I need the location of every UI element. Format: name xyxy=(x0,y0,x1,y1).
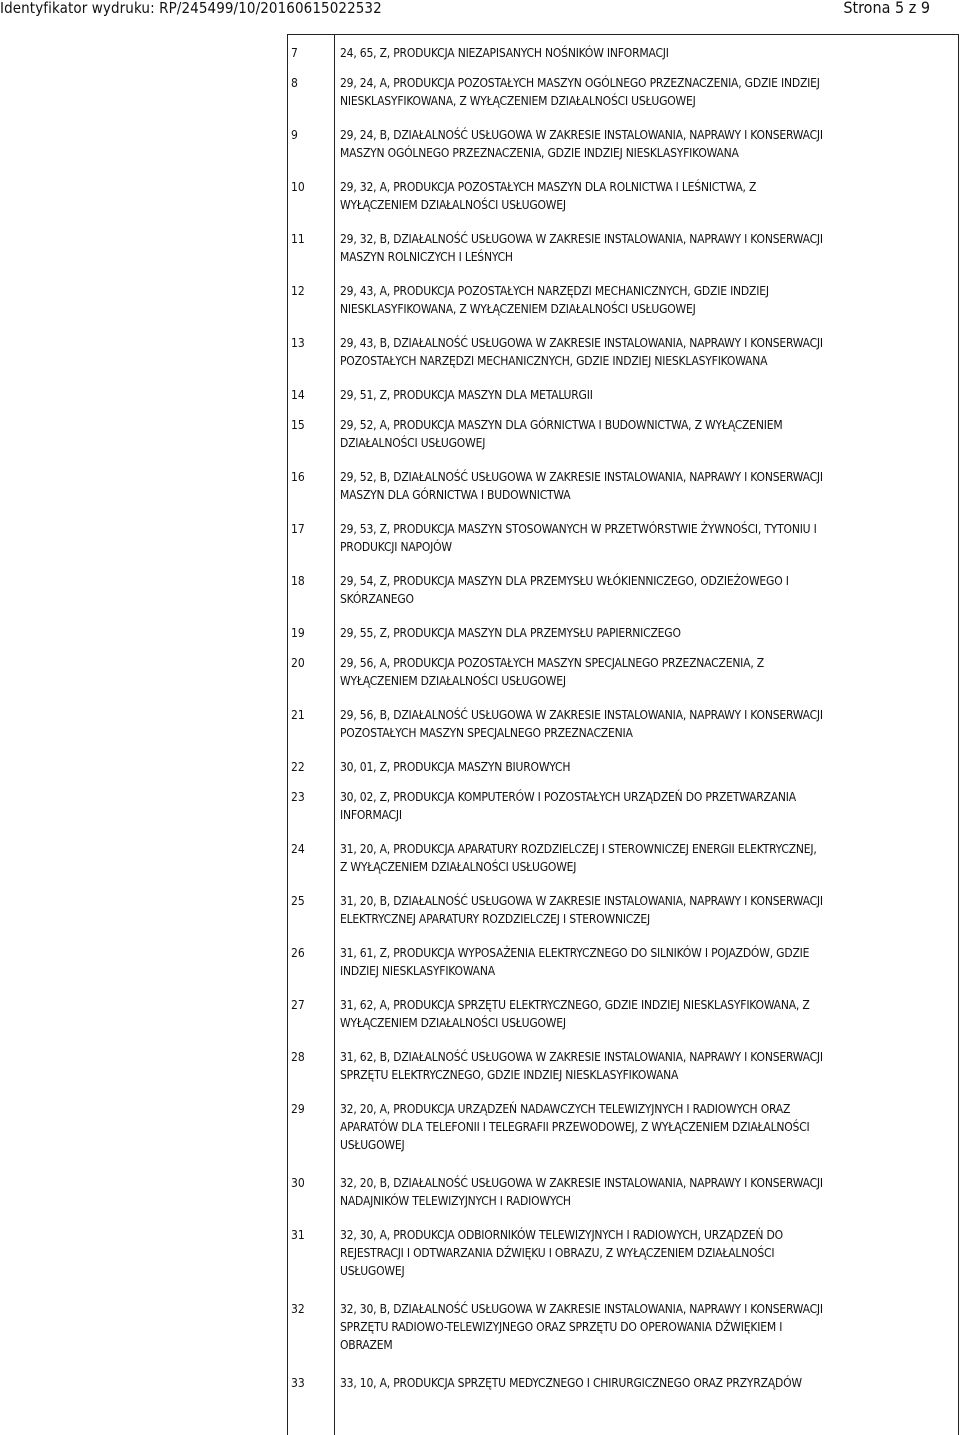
description-line: POZOSTAŁYCH MASZYN SPECJALNEGO PRZEZNACZENIA xyxy=(340,726,633,740)
row-description xyxy=(340,1217,952,1282)
description-line: MASZYN OGÓLNEGO PRZEZNACZENIA, GDZIE INDZIEJ NIESKLASYFIKOWANA xyxy=(340,146,739,160)
row-number: 26 xyxy=(291,946,305,960)
description-line: SPRZĘTU RADIOWO-TELEWIZYJNEGO ORAZ SPRZĘTU DO OPEROWANIA DŹWIĘKIEM I xyxy=(340,1320,783,1334)
table-row xyxy=(288,35,958,65)
description-line: 29, 56, B, DZIAŁALNOŚĆ USŁUGOWA W ZAKRESIE INSTALOWANIA, NAPRAWY I KONSERWACJI xyxy=(340,708,823,722)
table-row xyxy=(288,377,958,407)
row-description xyxy=(340,117,952,164)
row-number: 14 xyxy=(291,388,305,402)
description-line: 31, 61, Z, PRODUKCJA WYPOSAŻENIA ELEKTRYCZNEGO DO SILNIKÓW I POJAZDÓW, GDZIE xyxy=(340,946,810,960)
row-number: 15 xyxy=(291,418,305,432)
table-row xyxy=(288,935,958,987)
row-number: 11 xyxy=(291,232,305,246)
description-line: MASZYN DLA GÓRNICTWA I BUDOWNICTWA xyxy=(340,488,571,502)
description-line: APARATÓW DLA TELEFONII I TELEGRAFII PRZEWODOWEJ, Z WYŁĄCZENIEM DZIAŁALNOŚCI xyxy=(340,1120,810,1134)
table-row xyxy=(288,1165,958,1217)
row-description xyxy=(340,697,952,744)
description-line: ELEKTRYCZNEJ APARATURY ROZDZIELCZEJ I STEROWNICZEJ xyxy=(340,912,650,926)
description-line: MASZYN ROLNICZYCH I LEŚNYCH xyxy=(340,250,513,264)
table-row xyxy=(288,117,958,169)
description-line: WYŁĄCZENIEM DZIAŁALNOŚCI USŁUGOWEJ xyxy=(340,674,566,688)
row-description xyxy=(340,1365,952,1394)
description-line: PRODUKCJI NAPOJÓW xyxy=(340,540,452,554)
description-line: 29, 55, Z, PRODUKCJA MASZYN DLA PRZEMYSŁU PAPIERNICZEGO xyxy=(340,626,681,640)
row-number: 25 xyxy=(291,894,305,908)
row-number: 24 xyxy=(291,842,305,856)
table-row xyxy=(288,1365,958,1395)
row-number: 20 xyxy=(291,656,305,670)
description-line: USŁUGOWEJ xyxy=(340,1138,405,1152)
table-row xyxy=(288,1091,958,1165)
row-description xyxy=(340,221,952,268)
table-row xyxy=(288,645,958,697)
row-description xyxy=(340,325,952,372)
row-number: 12 xyxy=(291,284,305,298)
row-number: 23 xyxy=(291,790,305,804)
row-description xyxy=(340,377,952,406)
row-description xyxy=(340,749,952,778)
row-number: 31 xyxy=(291,1228,305,1242)
row-description xyxy=(340,1091,952,1156)
description-line: 32, 20, A, PRODUKCJA URZĄDZEŃ NADAWCZYCH TELEWIZYJNYCH I RADIOWYCH ORAZ xyxy=(340,1102,791,1116)
table-row xyxy=(288,1039,958,1091)
row-description xyxy=(340,615,952,644)
description-line: 24, 65, Z, PRODUKCJA NIEZAPISANYCH NOŚNIKÓW INFORMACJI xyxy=(340,46,669,60)
table-row xyxy=(288,615,958,645)
description-line: 29, 43, B, DZIAŁALNOŚĆ USŁUGOWA W ZAKRESIE INSTALOWANIA, NAPRAWY I KONSERWACJI xyxy=(340,336,823,350)
row-number: 19 xyxy=(291,626,305,640)
description-line: REJESTRACJI I ODTWARZANIA DŹWIĘKU I OBRAZU, Z WYŁĄCZENIEM DZIAŁALNOŚCI xyxy=(340,1246,775,1260)
row-description xyxy=(340,1165,952,1212)
description-line: 29, 24, A, PRODUKCJA POZOSTAŁYCH MASZYN OGÓLNEGO PRZEZNACZENIA, GDZIE INDZIEJ xyxy=(340,76,820,90)
description-line: 30, 01, Z, PRODUKCJA MASZYN BIUROWYCH xyxy=(340,760,571,774)
description-line: 29, 54, Z, PRODUKCJA MASZYN DLA PRZEMYSŁU WŁÓKIENNICZEGO, ODZIEŻOWEGO I xyxy=(340,574,789,588)
description-line: 29, 43, A, PRODUKCJA POZOSTAŁYCH NARZĘDZI MECHANICZNYCH, GDZIE INDZIEJ xyxy=(340,284,769,298)
row-number: 8 xyxy=(291,76,298,90)
description-line: INDZIEJ NIESKLASYFIKOWANA xyxy=(340,964,495,978)
row-description xyxy=(340,563,952,610)
description-line: 29, 53, Z, PRODUKCJA MASZYN STOSOWANYCH W PRZETWÓRSTWIE ŻYWNOŚCI, TYTONIU I xyxy=(340,522,817,536)
table-row xyxy=(288,987,958,1039)
description-line: WYŁĄCZENIEM DZIAŁALNOŚCI USŁUGOWEJ xyxy=(340,1016,566,1030)
row-description xyxy=(340,35,952,64)
description-line: POZOSTAŁYCH NARZĘDZI MECHANICZNYCH, GDZIE INDZIEJ NIESKLASYFIKOWANA xyxy=(340,354,768,368)
row-description xyxy=(340,1291,952,1356)
description-line: 31, 20, B, DZIAŁALNOŚĆ USŁUGOWA W ZAKRESIE INSTALOWANIA, NAPRAWY I KONSERWACJI xyxy=(340,894,823,908)
table-body xyxy=(288,35,958,1395)
row-description xyxy=(340,407,952,454)
description-line: 32, 20, B, DZIAŁALNOŚĆ USŁUGOWA W ZAKRESIE INSTALOWANIA, NAPRAWY I KONSERWACJI xyxy=(340,1176,823,1190)
table-row xyxy=(288,831,958,883)
row-number: 9 xyxy=(291,128,298,142)
table-row xyxy=(288,697,958,749)
row-number: 16 xyxy=(291,470,305,484)
description-line: 31, 62, A, PRODUKCJA SPRZĘTU ELEKTRYCZNEGO, GDZIE INDZIEJ NIESKLASYFIKOWANA, Z xyxy=(340,998,810,1012)
row-number: 28 xyxy=(291,1050,305,1064)
description-line: 32, 30, A, PRODUKCJA ODBIORNIKÓW TELEWIZYJNYCH I RADIOWYCH, URZĄDZEŃ DO xyxy=(340,1228,783,1242)
description-line: WYŁĄCZENIEM DZIAŁALNOŚCI USŁUGOWEJ xyxy=(340,198,566,212)
description-line: NIESKLASYFIKOWANA, Z WYŁĄCZENIEM DZIAŁALNOŚCI USŁUGOWEJ xyxy=(340,94,696,108)
description-line: USŁUGOWEJ xyxy=(340,1264,405,1278)
row-description xyxy=(340,459,952,506)
table-row xyxy=(288,1217,958,1291)
row-number: 17 xyxy=(291,522,305,536)
row-number: 22 xyxy=(291,760,305,774)
row-description xyxy=(340,273,952,320)
table-row xyxy=(288,511,958,563)
table-row xyxy=(288,221,958,273)
activity-table xyxy=(287,34,959,1435)
print-identifier: Identyfikator wydruku: RP/245499/10/20160615022532 xyxy=(0,0,382,17)
table-row xyxy=(288,407,958,459)
description-line: OBRAZEM xyxy=(340,1338,393,1352)
table-row xyxy=(288,273,958,325)
table-row xyxy=(288,1291,958,1365)
table-row xyxy=(288,779,958,831)
row-description xyxy=(340,883,952,930)
row-number: 13 xyxy=(291,336,305,350)
row-number: 33 xyxy=(291,1376,305,1390)
description-line: 29, 32, B, DZIAŁALNOŚĆ USŁUGOWA W ZAKRESIE INSTALOWANIA, NAPRAWY I KONSERWACJI xyxy=(340,232,823,246)
table-row xyxy=(288,563,958,615)
row-description xyxy=(340,935,952,982)
row-number: 27 xyxy=(291,998,305,1012)
row-number: 7 xyxy=(291,46,298,60)
description-line: 33, 10, A, PRODUKCJA SPRZĘTU MEDYCZNEGO I CHIRURGICZNEGO ORAZ PRZYRZĄDÓW xyxy=(340,1376,802,1390)
description-line: 32, 30, B, DZIAŁALNOŚĆ USŁUGOWA W ZAKRESIE INSTALOWANIA, NAPRAWY I KONSERWACJI xyxy=(340,1302,823,1316)
description-line: 29, 56, A, PRODUKCJA POZOSTAŁYCH MASZYN SPECJALNEGO PRZEZNACZENIA, Z xyxy=(340,656,765,670)
table-row xyxy=(288,169,958,221)
description-line: INFORMACJI xyxy=(340,808,402,822)
description-line: 29, 32, A, PRODUKCJA POZOSTAŁYCH MASZYN DLA ROLNICTWA I LEŚNICTWA, Z xyxy=(340,180,757,194)
row-description xyxy=(340,779,952,826)
row-description xyxy=(340,65,952,112)
description-line: 31, 20, A, PRODUKCJA APARATURY ROZDZIELCZEJ I STEROWNICZEJ ENERGII ELEKTRYCZNEJ, xyxy=(340,842,817,856)
description-line: NADAJNIKÓW TELEWIZYJNYCH I RADIOWYCH xyxy=(340,1194,571,1208)
row-description xyxy=(340,511,952,558)
description-line: 29, 52, A, PRODUKCJA MASZYN DLA GÓRNICTWA I BUDOWNICTWA, Z WYŁĄCZENIEM xyxy=(340,418,783,432)
row-number: 18 xyxy=(291,574,305,588)
description-line: DZIAŁALNOŚCI USŁUGOWEJ xyxy=(340,436,486,450)
row-description xyxy=(340,169,952,216)
row-description xyxy=(340,831,952,878)
row-number: 32 xyxy=(291,1302,305,1316)
table-row xyxy=(288,325,958,377)
row-description xyxy=(340,645,952,692)
description-line: Z WYŁĄCZENIEM DZIAŁALNOŚCI USŁUGOWEJ xyxy=(340,860,577,874)
table-row xyxy=(288,749,958,779)
description-line: 29, 51, Z, PRODUKCJA MASZYN DLA METALURGII xyxy=(340,388,593,402)
description-line: SPRZĘTU ELEKTRYCZNEGO, GDZIE INDZIEJ NIESKLASYFIKOWANA xyxy=(340,1068,679,1082)
description-line: 29, 24, B, DZIAŁALNOŚĆ USŁUGOWA W ZAKRESIE INSTALOWANIA, NAPRAWY I KONSERWACJI xyxy=(340,128,823,142)
row-number: 10 xyxy=(291,180,305,194)
description-line: 29, 52, B, DZIAŁALNOŚĆ USŁUGOWA W ZAKRESIE INSTALOWANIA, NAPRAWY I KONSERWACJI xyxy=(340,470,823,484)
page-number: Strona 5 z 9 xyxy=(843,0,930,17)
description-line: SKÓRZANEGO xyxy=(340,592,414,606)
description-line: 30, 02, Z, PRODUKCJA KOMPUTERÓW I POZOSTAŁYCH URZĄDZEŃ DO PRZETWARZANIA xyxy=(340,790,796,804)
description-line: NIESKLASYFIKOWANA, Z WYŁĄCZENIEM DZIAŁALNOŚCI USŁUGOWEJ xyxy=(340,302,696,316)
table-row xyxy=(288,883,958,935)
row-number: 21 xyxy=(291,708,305,722)
table-row xyxy=(288,459,958,511)
row-description xyxy=(340,987,952,1034)
row-description xyxy=(340,1039,952,1086)
description-line: 31, 62, B, DZIAŁALNOŚĆ USŁUGOWA W ZAKRESIE INSTALOWANIA, NAPRAWY I KONSERWACJI xyxy=(340,1050,823,1064)
row-number: 29 xyxy=(291,1102,305,1116)
row-number: 30 xyxy=(291,1176,305,1190)
table-row xyxy=(288,65,958,117)
